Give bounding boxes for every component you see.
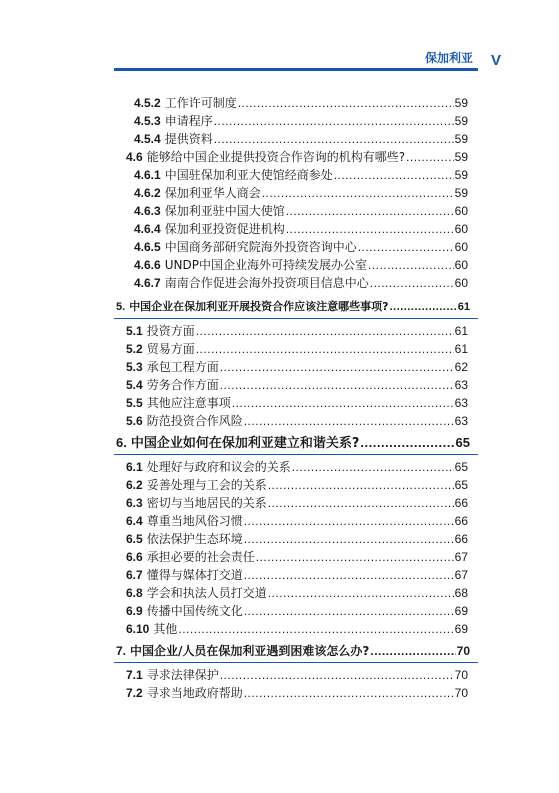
toc-page-number: 61 xyxy=(454,342,468,356)
toc-page-number: 66 xyxy=(454,532,468,546)
toc-page-number: 70 xyxy=(454,686,468,700)
toc-entry[interactable]: 4.5.3 申请程序 ..... 59 xyxy=(134,114,468,130)
toc-chapter[interactable]: 5. 中国企业在保加利亚开展投资合作应该注意哪些事项? ..... 61 xyxy=(116,300,470,316)
toc-entry[interactable]: 4.6.7 南南合作促进会海外投资项目信息中心 ..... 60 xyxy=(134,276,468,292)
toc-entry[interactable]: 5.1 投资方面 ..... 61 xyxy=(126,324,468,340)
toc-page-number: 63 xyxy=(454,396,468,410)
toc-entry[interactable]: 4.5.4 提供资料 ..... 59 xyxy=(134,132,468,148)
toc-page-number: 66 xyxy=(454,514,468,528)
toc-entry[interactable]: 6.9 传播中国传统文化 ..... 69 xyxy=(126,604,468,620)
toc-page-number: 62 xyxy=(454,360,468,374)
toc-entry[interactable]: 6.8 学会和执法人员打交道 ..... 68 xyxy=(126,586,468,602)
toc-entry[interactable]: 7.1 寻求法律保护 ..... 70 xyxy=(126,668,468,684)
toc-entry[interactable]: 6.4 尊重当地风俗习惯 ..... 66 xyxy=(126,514,468,530)
toc-entry[interactable]: 4.5.2 工作许可制度 ..... 59 xyxy=(134,96,468,112)
toc-page-number: 59 xyxy=(454,150,468,164)
toc-page-number: 69 xyxy=(454,622,468,636)
toc-page-number: 60 xyxy=(454,204,468,218)
toc-chapter[interactable]: 7. 中国企业/人员在保加利亚遇到困难该怎么办? ..... 70 xyxy=(116,644,470,660)
toc-entry[interactable]: 5.5 其他应注意事项 ..... 63 xyxy=(126,396,468,412)
chapter-divider xyxy=(114,318,478,319)
toc-page-number: 70 xyxy=(456,644,470,658)
toc-entry[interactable]: 5.3 承包工程方面 ..... 62 xyxy=(126,360,468,376)
toc-entry[interactable]: 4.6.4 保加利亚投资促进机构 ..... 60 xyxy=(134,222,468,238)
toc-entry[interactable]: 6.5 依法保护生态环境 ..... 66 xyxy=(126,532,468,548)
toc-entry[interactable]: 5.2 贸易方面 ..... 61 xyxy=(126,342,468,358)
toc-entry[interactable]: 6.7 懂得与媒体打交道 ..... 67 xyxy=(126,568,468,584)
toc-entry[interactable]: 4.6.6 UNDP中国企业海外可持续发展办公室 ..... 60 xyxy=(134,258,468,274)
toc-entry[interactable]: 6.10 其他 ..... 69 xyxy=(126,622,468,638)
toc-page-number: 66 xyxy=(454,496,468,510)
toc-page-number: 69 xyxy=(454,604,468,618)
toc-page-number: 65 xyxy=(454,460,468,474)
header-title: 保加利亚 xyxy=(425,51,474,65)
page-number-roman: V xyxy=(491,52,502,69)
toc-chapter[interactable]: 6. 中国企业如何在保加利亚建立和谐关系? ..... 65 xyxy=(116,436,470,452)
toc-page-number: 59 xyxy=(454,168,468,182)
toc-page-number: 67 xyxy=(454,550,468,564)
toc-entry[interactable]: 4.6 能够给中国企业提供投资合作咨询的机构有哪些? ..... 59 xyxy=(126,150,468,166)
toc-page-number: 63 xyxy=(454,414,468,428)
toc-page-number: 59 xyxy=(454,96,468,110)
toc-page-number: 59 xyxy=(454,186,468,200)
toc-page-number: 59 xyxy=(454,132,468,146)
toc-entry[interactable]: 7.2 寻求当地政府帮助 ..... 70 xyxy=(126,686,468,702)
toc-entry[interactable]: 6.2 妥善处理与工会的关系 ..... 65 xyxy=(126,478,468,494)
chapter-divider xyxy=(114,662,478,663)
toc-page-number: 63 xyxy=(454,378,468,392)
toc-entry[interactable]: 4.6.2 保加利亚华人商会 ..... 59 xyxy=(134,186,468,202)
toc-entry[interactable]: 5.6 防范投资合作风险 ..... 63 xyxy=(126,414,468,430)
toc-page-number: 61 xyxy=(457,301,470,313)
toc-page-number: 68 xyxy=(454,586,468,600)
toc-page-number: 59 xyxy=(454,114,468,128)
toc-page-number: 60 xyxy=(454,258,468,272)
toc-page-number: 65 xyxy=(454,478,468,492)
toc-page-number: 61 xyxy=(454,324,468,338)
toc-entry[interactable]: 6.3 密切与当地居民的关系 ..... 66 xyxy=(126,496,468,512)
chapter-divider xyxy=(114,454,478,455)
toc-page-number: 60 xyxy=(454,222,468,236)
toc-page-number: 60 xyxy=(454,240,468,254)
toc-entry[interactable]: 4.6.1 中国驻保加利亚大使馆经商参处 ..... 59 xyxy=(134,168,468,184)
toc-page-number: 67 xyxy=(454,568,468,582)
toc-entry[interactable]: 6.6 承担必要的社会责任 ..... 67 xyxy=(126,550,468,566)
toc-page-number: 60 xyxy=(454,276,468,290)
toc-entry[interactable]: 4.6.5 中国商务部研究院海外投资咨询中心 ..... 60 xyxy=(134,240,468,256)
toc-entry[interactable]: 4.6.3 保加利亚驻中国大使馆 ..... 60 xyxy=(134,204,468,220)
toc-page-number: 65 xyxy=(455,435,470,450)
toc-entry[interactable]: 5.4 劳务合作方面 ..... 63 xyxy=(126,378,468,394)
toc-page-number: 70 xyxy=(454,668,468,682)
toc-entry[interactable]: 6.1 处理好与政府和议会的关系 ..... 65 xyxy=(126,460,468,476)
